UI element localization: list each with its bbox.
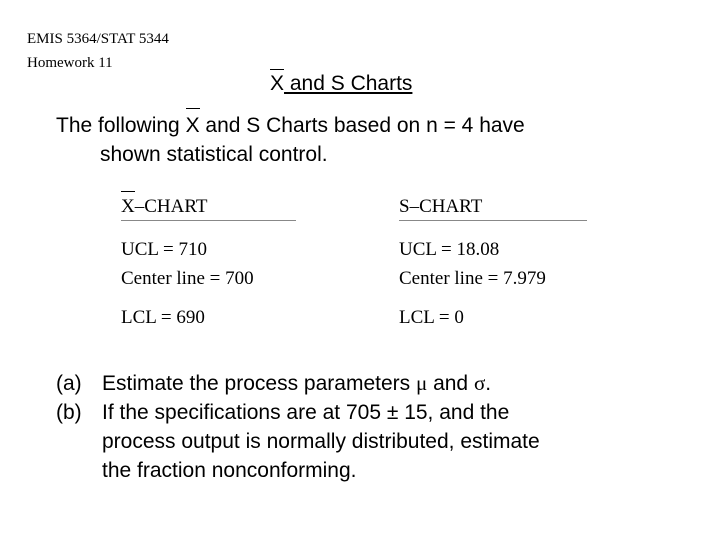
course-code: EMIS 5364/STAT 5344 [27, 31, 169, 47]
question-a: (a) Estimate the process parameters μ and σ. [56, 369, 491, 398]
sigma-symbol: σ [473, 371, 486, 395]
s-ucl: UCL = 18.08 [399, 239, 500, 260]
question-b-label: (b) [56, 401, 82, 424]
xbar-center-line: Center line = 700 [121, 268, 254, 289]
s-center-line: Center line = 7.979 [399, 268, 546, 289]
s-chart-heading: S–CHART [399, 194, 587, 221]
title-text: and S Charts [284, 72, 413, 95]
xbar-chart-heading: X–CHART [121, 194, 296, 221]
s-lcl: LCL = 0 [399, 307, 464, 328]
xbar-ucl: UCL = 710 [121, 239, 208, 260]
question-b-line-2: process output is normally distributed, estimate [102, 430, 540, 453]
homework-label: Homework 11 [27, 55, 113, 71]
s-chart-block [399, 194, 587, 331]
question-b [56, 398, 540, 485]
x-bar-symbol: X [121, 194, 135, 220]
xbar-chart-block [121, 194, 296, 331]
xbar-lcl: LCL = 690 [121, 307, 205, 328]
page-title [270, 72, 412, 96]
question-a-label: (a) [56, 372, 82, 395]
question-b-line-3: the fraction nonconforming. [102, 459, 357, 482]
x-bar-symbol: X [270, 72, 285, 95]
question-b-line-1: If the specifications are at 705 ± 15, and the [102, 401, 510, 424]
intro-line-1: The following X and S Charts based on n = 4 have [56, 111, 525, 140]
intro-line-2: shown statistical control. [100, 143, 328, 166]
x-bar-symbol: X [186, 111, 200, 140]
mu-symbol: μ [415, 371, 428, 395]
